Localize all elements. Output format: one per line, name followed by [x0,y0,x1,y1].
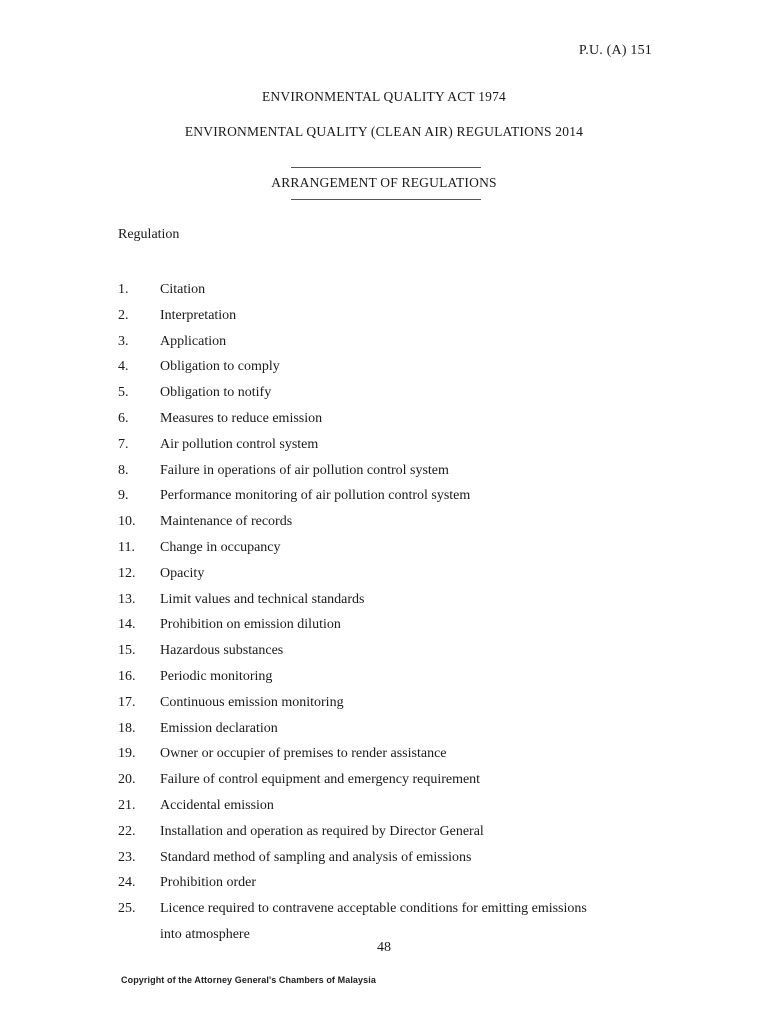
item-number: 13. [118,591,136,607]
item-number: 15. [118,643,136,659]
list-item [118,870,658,896]
item-number: 2. [118,307,129,323]
copyright-footer: Copyright of the Attorney General's Chambers of Malaysia [121,975,376,985]
item-number: 12. [118,565,136,581]
regulations-title: ENVIRONMENTAL QUALITY (CLEAN AIR) REGULATIONS 2014 [184,124,584,139]
item-number: 3. [118,333,129,349]
list-item [118,587,658,613]
item-number: 16. [118,668,136,684]
arrangement-title: ARRANGEMENT OF REGULATIONS [271,175,497,190]
item-title: Accidental emission [160,797,274,813]
item-number: 5. [118,385,129,401]
pu-reference: P.U. (A) 151 [578,43,652,58]
item-number: 21. [118,797,136,813]
list-item [118,329,658,355]
act-title: ENVIRONMENTAL QUALITY ACT 1974 [261,89,507,104]
list-item [118,793,658,819]
item-title: Hazardous substances [160,643,284,659]
item-title: Emission declaration [160,720,278,736]
divider-top [291,167,481,168]
item-title: Installation and operation as required by Director General [160,823,484,839]
list-item [118,432,658,458]
list-item [118,277,658,303]
item-number: 4. [118,359,129,375]
item-title: Prohibition order [160,875,257,891]
list-item [118,483,658,509]
item-title: Failure of control equipment and emergency requirement [160,772,481,788]
list-item [118,845,658,871]
list-item [118,612,658,638]
list-item [118,509,658,535]
item-title: Air pollution control system [160,436,319,452]
item-number: 20. [118,772,136,788]
list-item [118,716,658,742]
item-number: 25. [118,901,136,917]
item-number: 18. [118,720,136,736]
item-title: Failure in operations of air pollution control system [160,462,449,478]
item-number: 1. [118,282,129,297]
item-number: 17. [118,694,136,710]
item-title: Performance monitoring of air pollution control system [160,488,471,504]
item-title: Prohibition on emission dilution [160,617,341,633]
item-title: Citation [160,282,206,297]
item-number: 14. [118,617,136,633]
item-number: 22. [118,823,136,839]
item-number: 10. [118,514,136,530]
item-title: Standard method of sampling and analysis of emissions [160,849,472,865]
regulations-list [118,277,658,948]
item-title: Obligation to comply [160,359,280,375]
page-number: 48 [377,940,391,955]
item-title: Measures to reduce emission [160,410,323,426]
list-item [118,535,658,561]
item-title: Periodic monitoring [160,668,273,684]
item-title: Continuous emission monitoring [160,694,344,710]
list-item [118,664,658,690]
item-title: Application [160,333,227,349]
item-title: Maintenance of records [160,514,293,530]
list-item [118,380,658,406]
item-title: Interpretation [160,307,237,323]
item-number: 6. [118,410,129,426]
list-item [118,819,658,845]
list-item [118,741,658,767]
divider-bottom [291,199,481,200]
item-title: Obligation to notify [160,385,272,401]
item-number: 7. [118,436,129,452]
item-number: 19. [118,746,136,762]
list-item [118,354,658,380]
item-title: Change in occupancy [160,539,281,555]
list-item [118,896,658,922]
regulation-column-heading: Regulation [118,227,180,242]
list-item [118,767,658,793]
list-item [118,303,658,329]
list-item [118,561,658,587]
item-number: 8. [118,462,129,478]
item-title: Limit values and technical standards [160,591,365,607]
item-title: Opacity [160,565,205,581]
item-title: Licence required to contravene acceptable conditions for emitting emissions [160,901,587,917]
item-number: 24. [118,875,136,891]
item-title: Owner or occupier of premises to render assistance [160,746,447,762]
item-number: 9. [118,488,129,504]
list-item [118,406,658,432]
list-item [118,458,658,484]
item-number: 11. [118,539,135,555]
list-item [118,690,658,716]
item-title: into atmosphere [160,926,250,942]
item-number: 23. [118,849,136,865]
list-item [118,638,658,664]
